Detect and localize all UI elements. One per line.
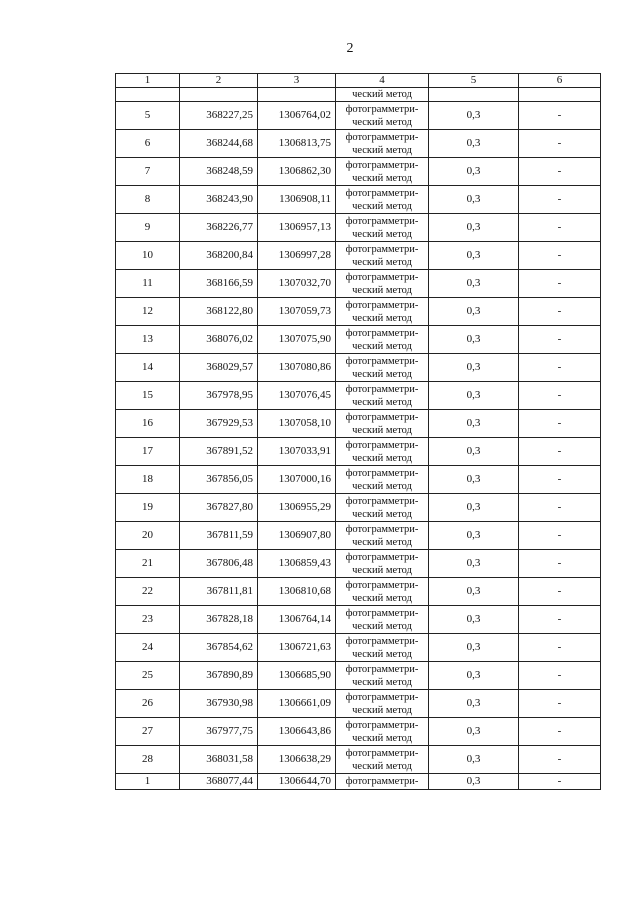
method-cell (336, 354, 429, 382)
accuracy-cell: 0,3 (429, 550, 519, 578)
y-coordinate-cell: 1306764,14 (258, 606, 336, 634)
accuracy-cell: 0,3 (429, 214, 519, 242)
y-coordinate-cell: 1307000,16 (258, 466, 336, 494)
accuracy-cell: 0,3 (429, 774, 519, 790)
y-coordinate-cell: 1307033,91 (258, 438, 336, 466)
point-number-cell: 18 (116, 466, 180, 494)
method-line-2: ческий метод (352, 704, 412, 716)
note-cell: - (519, 270, 601, 298)
point-number-cell: 21 (116, 550, 180, 578)
method-cell (336, 130, 429, 158)
note-cell: - (519, 186, 601, 214)
accuracy-cell: 0,3 (429, 354, 519, 382)
method-cell (336, 102, 429, 130)
accuracy-cell: 0,3 (429, 270, 519, 298)
method-line-2: ческий метод (352, 648, 412, 660)
accuracy-cell: 0,3 (429, 410, 519, 438)
y-coordinate-cell: 1306644,70 (258, 774, 336, 790)
x-coordinate-cell: 368122,80 (180, 298, 258, 326)
accuracy-cell: 0,3 (429, 662, 519, 690)
note-cell: - (519, 438, 601, 466)
method-line-2: ческий метод (352, 480, 412, 492)
note-cell: - (519, 382, 601, 410)
table-row (116, 214, 601, 242)
accuracy-cell: 0,3 (429, 522, 519, 550)
table-row (116, 746, 601, 774)
method-line-1: фотограмметри- (345, 635, 419, 647)
y-coordinate-cell: 1306908,11 (258, 186, 336, 214)
method-line-2: ческий метод (352, 368, 412, 380)
point-number-cell: 9 (116, 214, 180, 242)
method-line-2: ческий метод (352, 536, 412, 548)
method-line-1: фотограмметри- (345, 187, 419, 199)
table-row (116, 438, 601, 466)
note-cell: - (519, 494, 601, 522)
y-coordinate-cell: 1307080,86 (258, 354, 336, 382)
y-coordinate-cell: 1307076,45 (258, 382, 336, 410)
x-coordinate-cell: 368029,57 (180, 354, 258, 382)
method-cell (336, 242, 429, 270)
table-row (116, 774, 601, 790)
method-line-2: ческий метод (352, 116, 412, 128)
note-cell: - (519, 242, 601, 270)
x-coordinate-cell: 368076,02 (180, 326, 258, 354)
method-line-1: фотограмметри- (345, 467, 419, 479)
table-row (116, 102, 601, 130)
method-cell (336, 410, 429, 438)
accuracy-cell: 0,3 (429, 298, 519, 326)
note-cell: - (519, 578, 601, 606)
method-line-2: ческий метод (352, 564, 412, 576)
accuracy-cell: 0,3 (429, 466, 519, 494)
accuracy-cell: 0,3 (429, 690, 519, 718)
method-cell (336, 494, 429, 522)
table-row (116, 578, 601, 606)
method-line-1: фотограмметри- (345, 495, 419, 507)
x-coordinate-cell: 367811,59 (180, 522, 258, 550)
table-header-row (116, 74, 601, 88)
method-line-1: фотограмметри- (345, 215, 419, 227)
accuracy-cell: 0,3 (429, 186, 519, 214)
note-cell: - (519, 102, 601, 130)
method-line-2: ческий метод (352, 676, 412, 688)
method-line-1: фотограмметри- (345, 691, 419, 703)
table-row (116, 186, 601, 214)
table-row (116, 270, 601, 298)
table-row (116, 494, 601, 522)
method-cell (336, 382, 429, 410)
method-line-2: ческий метод (352, 172, 412, 184)
table-row (116, 326, 601, 354)
note-cell: - (519, 746, 601, 774)
y-coordinate-cell: 1306638,29 (258, 746, 336, 774)
method-cell (336, 690, 429, 718)
table-row (116, 634, 601, 662)
method-line-2: ческий метод (352, 396, 412, 408)
table-row (116, 466, 601, 494)
y-coordinate-cell: 1307075,90 (258, 326, 336, 354)
column-header: 3 (258, 74, 336, 88)
method-cell (336, 270, 429, 298)
method-line-2: ческий метод (352, 452, 412, 464)
method-line-2: ческий метод (352, 592, 412, 604)
x-coordinate-cell: 368200,84 (180, 242, 258, 270)
column-header: 5 (429, 74, 519, 88)
note-cell: - (519, 774, 601, 790)
coordinates-table (115, 73, 601, 790)
x-coordinate-cell: 368031,58 (180, 746, 258, 774)
table-row (116, 522, 601, 550)
accuracy-cell: 0,3 (429, 578, 519, 606)
x-coordinate-cell: 368226,77 (180, 214, 258, 242)
accuracy-cell: 0,3 (429, 718, 519, 746)
point-number-cell: 27 (116, 718, 180, 746)
y-coordinate-cell: 1307059,73 (258, 298, 336, 326)
method-line-1: фотограмметри- (345, 243, 419, 255)
method-cell (336, 466, 429, 494)
note-cell: - (519, 410, 601, 438)
table-row (116, 382, 601, 410)
point-number-cell: 19 (116, 494, 180, 522)
method-cell (336, 214, 429, 242)
y-coordinate-cell: 1307032,70 (258, 270, 336, 298)
x-coordinate-cell: 367891,52 (180, 438, 258, 466)
note-cell: - (519, 718, 601, 746)
point-number-cell: 15 (116, 382, 180, 410)
method-line-1: фотограмметри- (345, 327, 419, 339)
accuracy-cell: 0,3 (429, 158, 519, 186)
point-number-cell: 26 (116, 690, 180, 718)
method-cell (336, 186, 429, 214)
note-cell: - (519, 634, 601, 662)
table-row (116, 718, 601, 746)
method-cell (336, 326, 429, 354)
column-header: 4 (336, 74, 429, 88)
x-coordinate-cell: 367827,80 (180, 494, 258, 522)
y-coordinate-cell: 1306643,86 (258, 718, 336, 746)
method-cell: ческий метод (336, 88, 429, 102)
method-cell (336, 662, 429, 690)
method-line-2: ческий метод (352, 340, 412, 352)
x-coordinate-cell: 367806,48 (180, 550, 258, 578)
accuracy-cell: 0,3 (429, 326, 519, 354)
table-row (116, 606, 601, 634)
point-number-cell: 1 (116, 774, 180, 790)
y-coordinate-cell: 1306685,90 (258, 662, 336, 690)
x-coordinate-cell: 368248,59 (180, 158, 258, 186)
continuation-row (116, 88, 601, 102)
method-line-2: ческий метод (352, 312, 412, 324)
note-cell: - (519, 550, 601, 578)
method-line-2: ческий метод (352, 508, 412, 520)
column-header: 2 (180, 74, 258, 88)
method-line-1: фотограмметри- (345, 747, 419, 759)
method-line-1: фотограмметри- (345, 299, 419, 311)
point-number-cell: 17 (116, 438, 180, 466)
x-coordinate-cell: 367811,81 (180, 578, 258, 606)
x-coordinate-cell: 368227,25 (180, 102, 258, 130)
method-line-1: фотограмметри- (345, 103, 419, 115)
method-line-2: ческий метод (352, 144, 412, 156)
method-line-2: ческий метод (352, 284, 412, 296)
accuracy-cell: 0,3 (429, 746, 519, 774)
method-line-1: фотограмметри- (345, 355, 419, 367)
accuracy-cell: 0,3 (429, 102, 519, 130)
x-coordinate-cell: 367930,98 (180, 690, 258, 718)
point-number-cell: 24 (116, 634, 180, 662)
column-header: 6 (519, 74, 601, 88)
x-coordinate-cell: 367828,18 (180, 606, 258, 634)
y-coordinate-cell: 1306764,02 (258, 102, 336, 130)
method-line-1: фотограмметри- (345, 579, 419, 591)
y-coordinate-cell: 1306859,43 (258, 550, 336, 578)
note-cell: - (519, 158, 601, 186)
note-cell: - (519, 606, 601, 634)
method-line-1: фотограмметри- (345, 159, 419, 171)
table-row (116, 410, 601, 438)
accuracy-cell: 0,3 (429, 634, 519, 662)
x-coordinate-cell: 367929,53 (180, 410, 258, 438)
method-cell (336, 550, 429, 578)
method-cell (336, 298, 429, 326)
method-line-1: фотограмметри- (345, 607, 419, 619)
y-coordinate-cell: 1306661,09 (258, 690, 336, 718)
note-cell: - (519, 662, 601, 690)
point-number-cell: 7 (116, 158, 180, 186)
method-cell: фотограмметри- (336, 774, 429, 790)
method-line-1: фотограмметри- (345, 663, 419, 675)
method-cell (336, 718, 429, 746)
method-line-1: фотограмметри- (345, 551, 419, 563)
note-cell: - (519, 130, 601, 158)
method-line-1: фотограмметри- (345, 439, 419, 451)
x-coordinate-cell: 368243,90 (180, 186, 258, 214)
method-line-2: ческий метод (352, 620, 412, 632)
y-coordinate-cell: 1306813,75 (258, 130, 336, 158)
table-row (116, 354, 601, 382)
point-number-cell: 14 (116, 354, 180, 382)
point-number-cell: 22 (116, 578, 180, 606)
y-coordinate-cell: 1306862,30 (258, 158, 336, 186)
accuracy-cell: 0,3 (429, 130, 519, 158)
table-row (116, 242, 601, 270)
method-line-2: ческий метод (352, 732, 412, 744)
method-line-1: фотограмметри- (345, 271, 419, 283)
note-cell: - (519, 214, 601, 242)
method-line-1: фотограмметри- (345, 383, 419, 395)
method-line-1: фотограмметри- (345, 719, 419, 731)
table-row (116, 550, 601, 578)
x-coordinate-cell: 368166,59 (180, 270, 258, 298)
point-number-cell: 28 (116, 746, 180, 774)
accuracy-cell: 0,3 (429, 242, 519, 270)
point-number-cell: 10 (116, 242, 180, 270)
method-line-2: ческий метод (352, 256, 412, 268)
point-number-cell: 13 (116, 326, 180, 354)
table-row (116, 130, 601, 158)
table-row (116, 298, 601, 326)
column-header: 1 (116, 74, 180, 88)
y-coordinate-cell: 1306810,68 (258, 578, 336, 606)
accuracy-cell: 0,3 (429, 606, 519, 634)
x-coordinate-cell: 367978,95 (180, 382, 258, 410)
method-cell (336, 634, 429, 662)
method-line-2: ческий метод (352, 424, 412, 436)
note-cell: - (519, 298, 601, 326)
point-number-cell: 16 (116, 410, 180, 438)
y-coordinate-cell: 1307058,10 (258, 410, 336, 438)
table-row (116, 158, 601, 186)
x-coordinate-cell: 367890,89 (180, 662, 258, 690)
method-line-1: фотограмметри- (345, 411, 419, 423)
method-line-1: фотограмметри- (345, 523, 419, 535)
method-line-2: ческий метод (352, 228, 412, 240)
note-cell: - (519, 522, 601, 550)
method-cell (336, 746, 429, 774)
y-coordinate-cell: 1306957,13 (258, 214, 336, 242)
method-cell (336, 606, 429, 634)
point-number-cell: 12 (116, 298, 180, 326)
point-number-cell: 8 (116, 186, 180, 214)
point-number-cell: 23 (116, 606, 180, 634)
page-number: 2 (346, 41, 354, 56)
point-number-cell: 20 (116, 522, 180, 550)
x-coordinate-cell: 367856,05 (180, 466, 258, 494)
method-line-2: ческий метод (352, 200, 412, 212)
x-coordinate-cell: 367854,62 (180, 634, 258, 662)
point-number-cell: 25 (116, 662, 180, 690)
note-cell: - (519, 354, 601, 382)
point-number-cell: 11 (116, 270, 180, 298)
point-number-cell: 5 (116, 102, 180, 130)
note-cell: - (519, 690, 601, 718)
accuracy-cell: 0,3 (429, 382, 519, 410)
x-coordinate-cell: 368244,68 (180, 130, 258, 158)
y-coordinate-cell: 1306997,28 (258, 242, 336, 270)
x-coordinate-cell: 368077,44 (180, 774, 258, 790)
accuracy-cell: 0,3 (429, 438, 519, 466)
table-row (116, 690, 601, 718)
point-number-cell: 6 (116, 130, 180, 158)
method-cell (336, 438, 429, 466)
accuracy-cell: 0,3 (429, 494, 519, 522)
note-cell: - (519, 466, 601, 494)
method-cell (336, 578, 429, 606)
method-cell (336, 522, 429, 550)
table-row (116, 662, 601, 690)
method-line-2: ческий метод (352, 760, 412, 772)
method-line-1: фотограмметри- (345, 131, 419, 143)
y-coordinate-cell: 1306955,29 (258, 494, 336, 522)
x-coordinate-cell: 367977,75 (180, 718, 258, 746)
y-coordinate-cell: 1306721,63 (258, 634, 336, 662)
note-cell: - (519, 326, 601, 354)
method-cell (336, 158, 429, 186)
y-coordinate-cell: 1306907,80 (258, 522, 336, 550)
